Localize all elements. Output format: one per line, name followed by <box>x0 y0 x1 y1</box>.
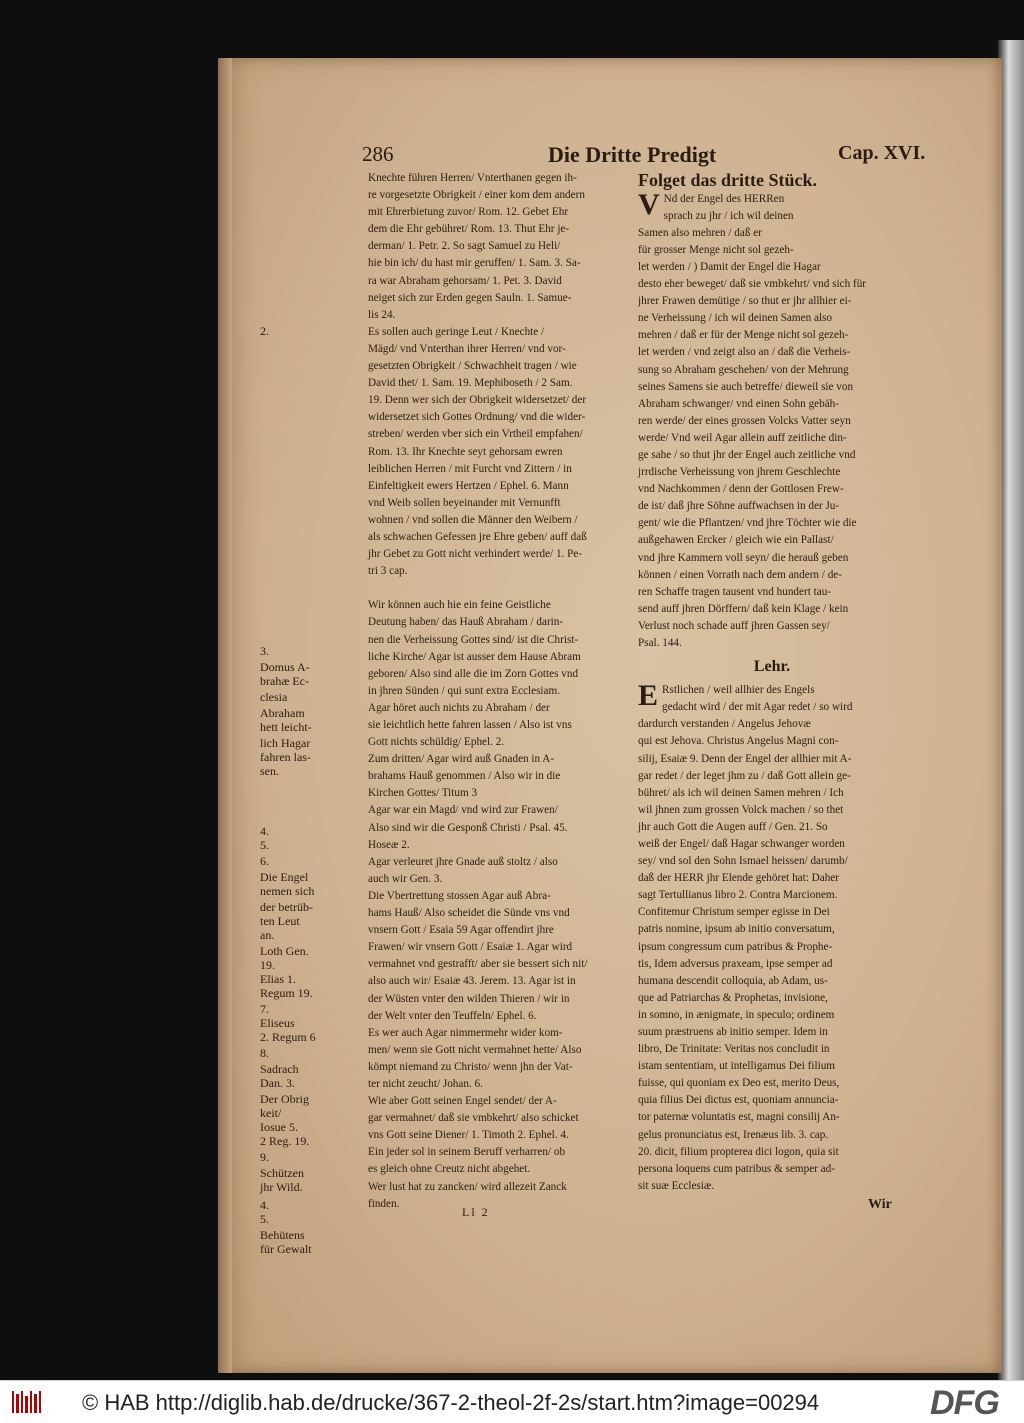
margin-note: fahren las- <box>260 750 311 764</box>
text-line: persona loquens cum patribus & semper ad- <box>638 1162 835 1175</box>
text-line: Wir können auch hie ein feine Geistliche <box>368 599 551 612</box>
text-line: weiß der Engel/ daß Hagar schwanger worden <box>638 837 845 850</box>
text-line: der Welt vnter den Teuffeln/ Ephel. 6. <box>368 1009 537 1022</box>
dropcap: V <box>638 187 660 221</box>
text-line: libro, De Trinitate: Veritas nos concludit in <box>638 1043 830 1056</box>
text-line: re vorgesetzte Obrigkeit / einer kom dem andern <box>368 189 585 202</box>
text-line: silij, Esaiæ 9. Denn der Engel der allhier mit A- <box>638 752 852 765</box>
text-line: David thet/ 1. Sam. 19. Mephiboseth / 2 Sam. <box>368 377 573 390</box>
text-line: 19. Denn wer sich der Obrigkeit widersetzet/ der <box>368 394 587 407</box>
text-line: für grosser Menge nicht sol gezeh- <box>638 243 794 256</box>
text-line: sit suæ Ecclesiæ. <box>638 1179 715 1192</box>
text-line: ren Schaffe tragen tausent vnd hundert tau- <box>638 585 832 598</box>
text-line: Nd der Engel des HERRen <box>663 192 785 205</box>
margin-note: 19. <box>260 958 275 972</box>
text-line: qui est Jehova. Christus Angelus Magni con- <box>638 735 839 748</box>
text-line: liche Kirche/ Agar ist ausser dem Hause Abram <box>368 650 581 663</box>
text-line: vnd Nachkommen / denn der Gottlosen Frew- <box>638 483 844 496</box>
text-line: neiget sich zur Erden gegen Sauln. 1. Samue- <box>368 291 572 304</box>
text-line: Wer lust hat zu zancken/ wird allezeit Zanck <box>368 1180 567 1193</box>
text-line: ra war Abraham gehorsam/ 1. Pet. 3. David <box>368 274 562 287</box>
text-line: quia filius Dei dictus est, quoniam annuncia- <box>638 1094 839 1107</box>
text-line: finden. <box>368 1197 400 1210</box>
text-line: Samen also mehren / daß er <box>638 226 762 239</box>
text-line: wohnen / vnd sollen die Männer den Weibern / <box>368 513 578 526</box>
text-line: Hoseæ 2. <box>368 838 410 851</box>
text-line: als schwachen Gefessen jre Ehre geben/ auff daß <box>368 530 587 543</box>
text-line: patris nomine, ipsum ab initio conversatum, <box>638 923 835 936</box>
margin-note: brahæ Ec- <box>260 674 309 688</box>
margin-note: ten Leut <box>260 914 300 928</box>
text-line: Rstlichen / weil allhier des Engels <box>662 684 815 697</box>
text-line: ter nicht zeucht/ Johan. 6. <box>368 1077 483 1090</box>
lehr-text <box>638 679 906 1195</box>
text-line: vnd jhre Kammern voll seyn/ die herauß geben <box>638 551 849 564</box>
text-line: Abraham schwanger/ vnd einen Sohn gebäh- <box>638 397 840 410</box>
text-line: vermahnet vnd gestrafft/ aber sie bessert sich nit/ <box>368 958 588 971</box>
text-line: jhrer Frawen demütige / so thut er jhr allhier ei- <box>638 295 852 308</box>
footer-bar <box>0 1380 1024 1423</box>
text-line: Verlust noch schade auff jhren Gassen sey/ <box>638 619 830 632</box>
text-line: gar vermahnet/ daß sie vmbkehrt/ also schicket <box>368 1112 579 1125</box>
text-line: derman/ 1. Petr. 2. So sagt Samuel zu Heli/ <box>368 240 561 253</box>
text-line: Knechte führen Herren/ Vnterthanen gegen ih- <box>368 172 577 184</box>
text-line: Agar höret auch nichts zu Abraham / der <box>368 701 550 714</box>
text-line: sagt Tertullianus libro 2. Contra Marcionem. <box>638 889 838 902</box>
text-line: let werden / vnd zeigt also an / daß die Verheis- <box>638 346 851 359</box>
barcode-library-icon <box>10 1388 44 1416</box>
margin-note: Regum 19. <box>260 986 313 1000</box>
lehr-dropcap: E <box>638 679 659 713</box>
text-line: hams Hauß/ Also scheidet die Sünde vns vnd <box>368 907 570 920</box>
text-line: bühret/ als ich wil deinen Samen mehren / Ich <box>638 786 844 799</box>
text-line: Die Vbertrettung stossen Agar auß Abra- <box>368 889 551 902</box>
margin-note: 2. Regum 6 <box>260 1030 316 1044</box>
text-line: seines Samens sie auch betreffe/ dieweil sie von <box>638 380 854 393</box>
text-line: desto eher beweget/ daß sie vmbkehrt/ vnd sich für <box>638 278 867 291</box>
text-line: kömpt niemand zu Christo/ wenn jhn der Vat- <box>368 1060 573 1073</box>
text-line: vns Gott seine Diener/ 1. Timoth 2. Ephel. 4. <box>368 1129 569 1142</box>
text-line: nen die Verheissung Gottes sind/ ist die Christ- <box>368 633 579 646</box>
signature-mark: Ll 2 <box>462 1205 490 1219</box>
margin-note: 5. <box>260 838 269 852</box>
text-line: Einfeltigkeit ewers Hertzen / Ephel. 6. Mann <box>368 479 569 492</box>
text-line: Also sind wir die Gesponß Christi / Psal. 45. <box>368 821 568 834</box>
text-line: in somno, in ænigmate, in speculo; ordinem <box>638 1008 835 1021</box>
text-line: Es sollen auch geringe Leut / Knechte / <box>368 325 545 338</box>
margin-note: Schützen <box>260 1166 304 1180</box>
margin-note: Die Engel <box>260 870 309 884</box>
text-line: Mägd/ vnd Vnterthan ihrer Herren/ vnd vor- <box>368 342 566 355</box>
text-line: jrrdische Verheissung von jhrem Geschlechte <box>638 466 841 479</box>
text-line: brahams Hauß genommen / Also wir in die <box>368 770 561 783</box>
text-line: lis 24. <box>368 308 396 321</box>
text-line: Rom. 13. Ihr Knechte seyt gehorsam ewren <box>368 445 563 458</box>
page-gutter <box>218 58 232 1373</box>
text-line: also auch wir/ Esaiæ 43. Jerem. 13. Agar ist in <box>368 975 576 988</box>
margin-note: Iosue 5. <box>260 1120 298 1134</box>
margin-note: Behütens <box>260 1228 305 1242</box>
margin-note: lich Hagar <box>260 736 311 750</box>
text-line: der Wüsten vnter den wilden Thieren / wir in <box>368 992 570 1005</box>
text-line: gedacht wird / der mit Agar redet / so wird <box>662 701 853 714</box>
text-line: sung so Abraham geschehen/ von der Mehrung <box>638 363 849 376</box>
text-line: Agar verleuret jhre Gnade auß stoltz / also <box>368 855 558 868</box>
book-page <box>218 58 1002 1373</box>
margin-note: 8. <box>260 1046 269 1060</box>
margin-note: Elias 1. <box>260 972 296 986</box>
text-line: jhr Gebet zu Gott nicht verhindert werde/ 1. Pe- <box>368 548 583 561</box>
margin-note: 4. <box>260 1198 269 1212</box>
text-line: Confitemur Christum semper egisse in Dei <box>638 906 830 919</box>
text-line: sie leichtlich hette fahren lassen / Also ist vns <box>368 719 572 731</box>
dfg-logo: DFG <box>930 1384 999 1422</box>
text-line: streben/ werden vber sich ein Vrtheil empfahen/ <box>368 428 583 441</box>
text-line: es gleich ohne Creutz nicht abgehet. <box>368 1163 531 1176</box>
text-line: ge sahe / so thut jhr der Engel auch zeitliche vnd <box>638 449 856 461</box>
text-line: Zum dritten/ Agar wird auß Gnaden in A- <box>368 753 555 766</box>
text-line: hie bin ich/ du hast mir geruffen/ 1. Sam. 3. Sa- <box>368 257 581 270</box>
right-main-text <box>638 187 906 653</box>
text-line: de ist/ daß jhre Söhne auffwachsen in der Ju- <box>638 500 840 513</box>
text-line: tri 3 cap. <box>368 565 408 578</box>
text-line: vnsern Gott / Esaia 59 Agar offendirt jhre <box>368 924 554 937</box>
text-line: sey/ vnd sol den Sohn Ismael heissen/ darumb/ <box>638 855 848 868</box>
text-line: ne Verheissung / ich wil deinen Samen also <box>638 312 832 325</box>
margin-note: Dan. 3. <box>260 1076 295 1090</box>
text-line: in jhren Sünden / qui sunt extra Ecclesiam. <box>368 684 561 697</box>
text-line: Deutung haben/ das Hauß Abraham / darin- <box>368 616 564 629</box>
margin-note: 3. <box>260 644 269 658</box>
text-line: jhr auch Gott die Augen auff / Gen. 21. So <box>638 820 828 833</box>
text-line: gelus pronunciatus est, Irenæus lib. 3. cap. <box>638 1128 829 1141</box>
text-line: Es wer auch Agar nimmermehr wider kom- <box>368 1026 563 1039</box>
running-title: Die Dritte Predigt <box>548 142 717 167</box>
text-line: send auff jhren Dörffern/ daß kein Klage / kein <box>638 602 849 615</box>
lehr-heading: Lehr. <box>753 658 791 676</box>
page-number: 286 <box>362 142 394 166</box>
text-line: Kirchen Gottes/ Titum 3 <box>368 787 478 800</box>
margin-note: 9. <box>260 1150 269 1164</box>
margin-note: 2 Reg. 19. <box>260 1134 310 1148</box>
copyright-url[interactable]: © HAB http://diglib.hab.de/drucke/367-2-theol-2f-2s/start.htm?image=00294 <box>82 1390 820 1415</box>
section-heading: Folget das dritte Stück. <box>638 170 817 190</box>
margin-note: jhr Wild. <box>260 1180 303 1194</box>
text-line: men/ wenn sie Gott nicht vermahnet hette/ Also <box>368 1043 582 1056</box>
margin-note: hett leicht- <box>260 720 312 734</box>
text-line: tis, Idem adversus praxeam, ipse semper ad <box>638 957 833 970</box>
text-line: können / einen Vorrath nach dem andern / de- <box>638 568 843 581</box>
margin-note: für Gewalt <box>260 1242 312 1256</box>
text-line: 20. dicit, filium propterea dici logon, quia sit <box>638 1145 839 1158</box>
margin-note: nemen sich <box>260 884 315 898</box>
text-line: let werden / ) Damit der Engel die Hagar <box>638 260 821 273</box>
text-line: mehren / daß er für der Menge nicht sol gezeh- <box>638 329 849 342</box>
text-line: Gott nichts schüldig/ Ephel. 2. <box>368 736 505 749</box>
text-line: werde/ Vnd weil Agar allein auff zeitliche din- <box>638 431 847 444</box>
text-line: dardurch verstanden / Angelus Jehovæ <box>638 718 811 731</box>
margin-note: Domus A- <box>260 660 310 674</box>
text-line: außgehawen Ercker / gleich wie ein Pallast/ <box>638 534 834 547</box>
left-column <box>368 170 630 1213</box>
text-line: gesetzten Obrigkeit / Schwachheit tragen / wie <box>368 360 577 373</box>
text-line: ipsum congressum cum patribus & Prophe- <box>638 940 833 953</box>
text-line: daß der HERR jhr Elende gehöret hat: Daher <box>638 872 839 885</box>
right-column <box>638 170 906 1195</box>
margin-note: 5. <box>260 1212 269 1226</box>
margin-note: Eliseus <box>260 1016 295 1030</box>
text-line: gar redet / der leget jhm zu / daß Gott allein ge- <box>638 769 851 782</box>
text-line: geboren/ Also sind alle die im Zorn Gottes vnd <box>368 667 579 680</box>
margin-note: keit/ <box>260 1106 282 1120</box>
text-line: leiblichen Herren / mit Furcht vnd Zittern / in <box>368 462 572 475</box>
text-line: ren werde/ der eines grossen Volcks Vatter seyn <box>638 414 851 427</box>
text-line: Frawen/ wir vnsern Gott / Esaiæ 1. Agar wird <box>368 941 573 954</box>
margin-note: 4. <box>260 824 269 838</box>
margin-note: 7. <box>260 1002 269 1016</box>
text-line: auch wir Gen. 3. <box>368 872 443 885</box>
margin-note: Abraham <box>260 706 305 720</box>
margin-note: Loth Gen. <box>260 944 309 958</box>
text-line: Psal. 144. <box>638 637 682 650</box>
margin-note: der betrüb- <box>260 900 313 914</box>
margin-note: 6. <box>260 854 269 868</box>
text-line: widersetzet sich Gottes Ordnung/ vnd die wider- <box>368 411 586 424</box>
text-line: Agar war ein Magd/ vnd wird zur Frawen/ <box>368 804 558 817</box>
margin-note: 2. <box>260 324 269 338</box>
text-line: fuisse, qui quoniam ex Deo est, merito Deus, <box>638 1077 840 1090</box>
margin-note: Der Obrig <box>260 1092 309 1106</box>
text-line: que ad Patriarchas & Prophetas, invisione, <box>638 991 828 1004</box>
text-line: Ein jeder sol in seinem Beruff verharren/ ob <box>368 1146 566 1159</box>
text-line: dem die Ehr gebühret/ Rom. 13. Thut Ehr je- <box>368 223 570 236</box>
catchword: Wir <box>868 1197 892 1212</box>
text-line: Wie aber Gott seinen Engel sendet/ der A- <box>368 1095 557 1108</box>
text-line <box>368 580 630 597</box>
text-line: vnd Weib sollen beyeinander mit Vernunfft <box>368 496 561 509</box>
margin-note: clesia <box>260 690 288 704</box>
text-line: tor paternæ voluntatis est, magni consilij An- <box>638 1111 840 1124</box>
margin-note: Sadrach <box>260 1062 299 1076</box>
chapter-label: Cap. XVI. <box>838 142 926 164</box>
text-line: mit Ehrerbietung zuvor/ Rom. 12. Gebet Ehr <box>368 206 569 219</box>
text-line: sprach zu jhr / ich wil deinen <box>663 209 794 222</box>
text-line: wil jhnen zum grossen Volck machen / so thet <box>638 803 844 816</box>
text-line: gent/ wie die Pflantzen/ vnd jhre Töchter wie die <box>638 517 857 530</box>
margin-note: an. <box>260 928 275 942</box>
text-line: suum præstruens ab initio semper. Idem in <box>638 1026 828 1038</box>
margin-note: sen. <box>260 764 279 778</box>
text-line: humana descendit colloquia, ab Adam, us- <box>638 974 828 987</box>
text-line: istam sententiam, ut intelligamus Dei filium <box>638 1060 835 1073</box>
